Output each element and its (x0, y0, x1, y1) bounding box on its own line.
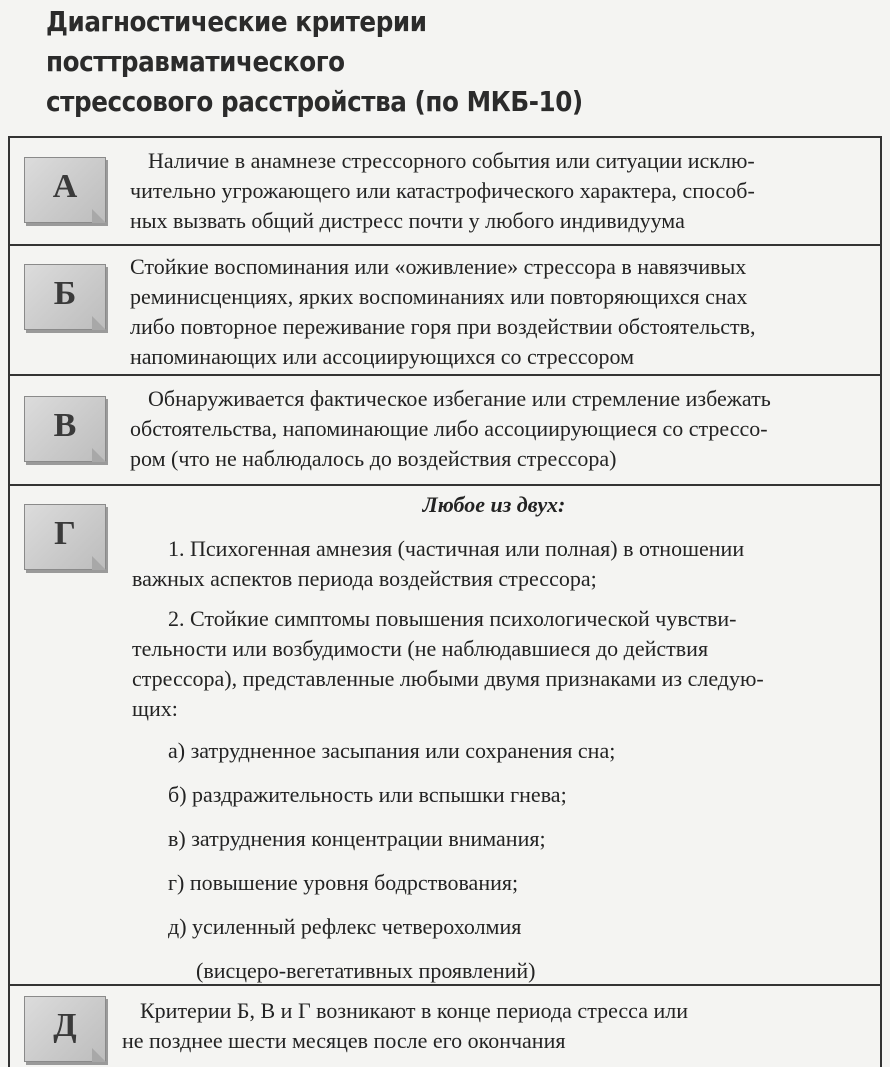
text-line: либо повторное переживание горя при воздействии обстоятельств, (130, 314, 756, 339)
sub-item: а) затрудненное засыпания или сохранения сна; (168, 738, 616, 763)
criterion-letter-box-g (24, 504, 106, 570)
text-line: реминисценциях, ярких воспоминаниях или повторяющихся снах (130, 284, 748, 309)
criterion-letter-box-b (24, 264, 106, 330)
criterion-text-a (130, 146, 870, 236)
sub-item: (висцеро-вегетативных проявлений) (196, 958, 536, 983)
page-title (46, 2, 662, 122)
criterion-text-b (130, 252, 870, 372)
text-line: ром (что не наблюдалось до воздействия стрессора) (130, 446, 617, 471)
criterion-text-d (122, 996, 870, 1056)
text-line: Стойкие воспоминания или «оживление» стрессора в навязчивых (130, 254, 747, 279)
criterion-text-v (130, 384, 870, 474)
text-line: Наличие в анамнезе стрессорного события или ситуации исклю- (148, 148, 755, 173)
sub-item: в) затруднения концентрации внимания; (168, 826, 546, 851)
text-line: Критерии Б, В и Г возникают в конце периода стресса или (140, 998, 688, 1023)
title-line-1: Диагностические критерии посттравматического (46, 5, 427, 78)
criterion-row-b (10, 246, 880, 376)
text-line: важных аспектов периода воздействия стрессора; (132, 566, 597, 591)
sub-item: д) усиленный рефлекс четверохолмия (168, 914, 522, 939)
criterion-row-a (10, 138, 880, 246)
criterion-g-heading: Любое из двух: (422, 492, 566, 517)
criterion-letter-v: В (53, 407, 77, 444)
text-line: напоминающих или ассоциирующихся со стрессором (130, 344, 634, 369)
sub-item: б) раздражительность или вспышки гнева; (168, 782, 567, 807)
sub-item: г) повышение уровня бодрствования; (168, 870, 519, 895)
criterion-letter-g: Г (54, 515, 76, 552)
text-line: чительно угрожающего или катастрофического характера, способ- (130, 178, 755, 203)
criterion-row-v (10, 376, 880, 486)
criterion-letter-d: Д (53, 1007, 77, 1044)
criterion-row-d (10, 986, 880, 1067)
text-line: стрессора), представленные любыми двумя признаками из следую- (132, 666, 764, 691)
criterion-letter-a: А (52, 168, 78, 205)
text-line: 2. Стойкие симптомы повышения психологической чувстви- (168, 606, 737, 631)
text-line: 1. Психогенная амнезия (частичная или полная) в отношении (168, 536, 745, 561)
criterion-letter-b: Б (53, 275, 77, 312)
criterion-letter-box-d (24, 996, 106, 1062)
text-line: тельности или возбудимости (не наблюдавшиеся до действия (132, 636, 709, 661)
text-line: не позднее шести месяцев после его окончания (122, 1028, 566, 1053)
criterion-row-g (10, 486, 880, 986)
criterion-letter-box-a (24, 157, 106, 223)
criterion-letter-box-v (24, 396, 106, 462)
text-line: ных вызвать общий дистресс почти у любого индивидуума (130, 208, 685, 233)
criterion-text-g (132, 490, 870, 986)
text-line: Обнаруживается фактическое избегание или стремление избежать (148, 386, 771, 411)
text-line: щих: (132, 696, 178, 721)
criteria-table (8, 136, 882, 1067)
text-line: обстоятельства, напоминающие либо ассоциирующиеся со стрессо- (130, 416, 768, 441)
title-line-2: стрессового расстройства (по МКБ-10) (46, 85, 583, 118)
